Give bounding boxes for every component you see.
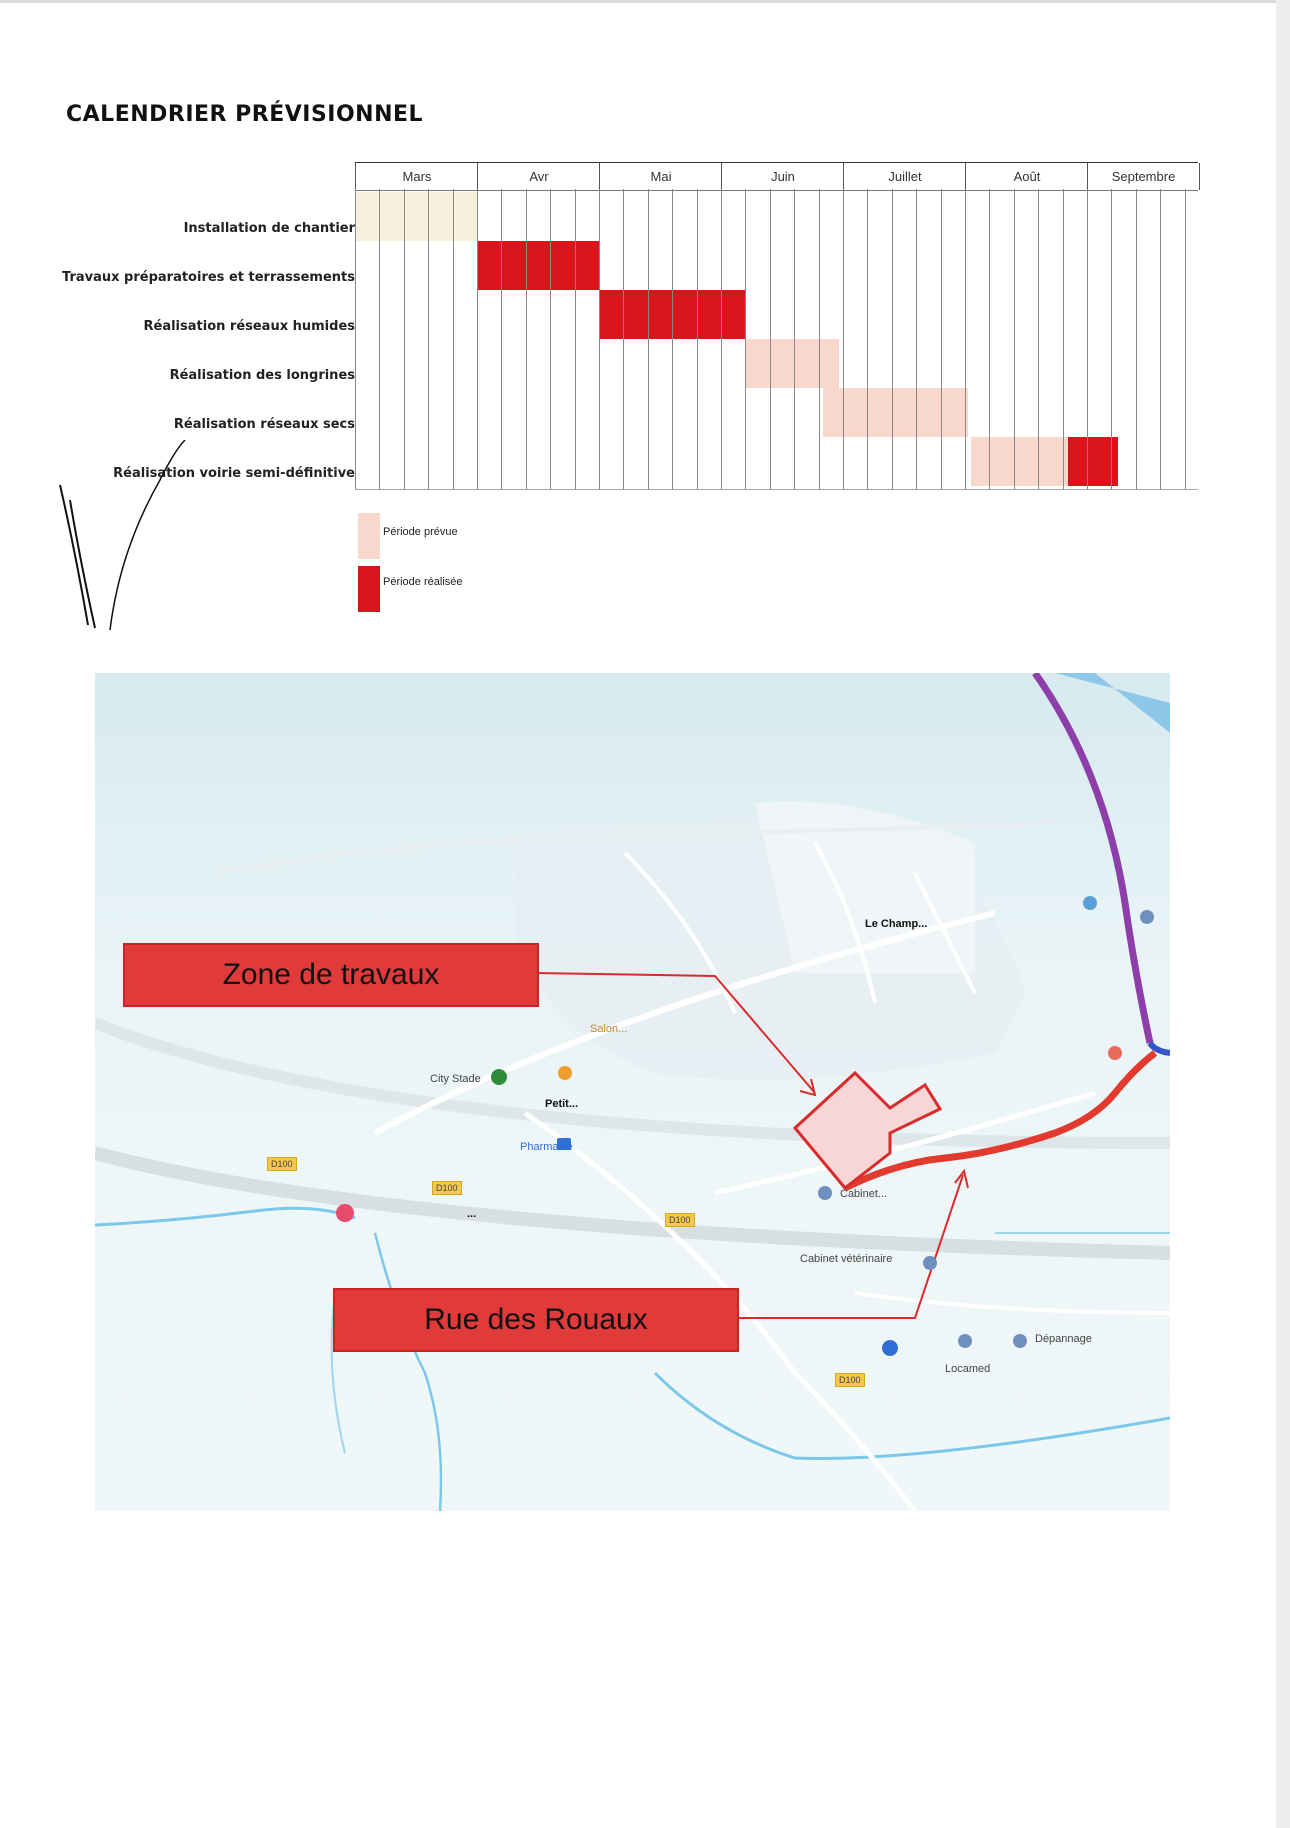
map-drawing xyxy=(95,673,1170,1511)
task-label: Réalisation voirie semi-définitive xyxy=(113,466,355,481)
gantt-grid-line xyxy=(1063,189,1064,490)
gantt-grid-line xyxy=(1136,189,1137,490)
month-header: Mars xyxy=(355,163,478,190)
gantt-grid-line xyxy=(648,189,649,490)
map-label-bourg2: ... xyxy=(467,1208,477,1220)
gantt-grid-line xyxy=(892,189,893,490)
map-label-city-stade: City Stade xyxy=(430,1073,481,1085)
road-shield: D100 xyxy=(835,1373,865,1387)
gantt-header xyxy=(355,162,1198,191)
gantt-grid-line xyxy=(770,189,771,490)
gantt-grid-line xyxy=(355,189,356,490)
gantt-grid-line xyxy=(1087,189,1088,490)
gantt-grid-line xyxy=(916,189,917,490)
gantt-bar-terrassements xyxy=(477,241,599,290)
task-label: Réalisation réseaux secs xyxy=(173,417,355,432)
gantt-bar-voirie-prevue xyxy=(971,437,1068,486)
scan-right-edge xyxy=(1276,0,1290,1828)
legend-swatch-realisee xyxy=(358,566,380,612)
gantt-grid-line xyxy=(1160,189,1161,490)
gantt-grid-line xyxy=(745,189,746,490)
map-label-depannage: Dépannage xyxy=(1035,1333,1092,1345)
map-label-lieu-nord: Le Champ... xyxy=(865,918,928,930)
gantt-grid-line xyxy=(501,189,502,490)
task-label: Installation de chantier xyxy=(183,221,355,236)
gantt-grid-line xyxy=(672,189,673,490)
gantt-grid-line xyxy=(1111,189,1112,490)
gantt-grid-line xyxy=(550,189,551,490)
month-header: Juin xyxy=(721,163,844,190)
gantt-grid-line xyxy=(453,189,454,490)
callout-zone-travaux: Zone de travaux xyxy=(123,943,539,1007)
gantt-grid-line xyxy=(843,189,844,490)
road-shield: D100 xyxy=(665,1213,695,1227)
legend-label: Période prévue xyxy=(383,526,458,538)
month-header: Août xyxy=(965,163,1088,190)
gantt-grid-line xyxy=(1014,189,1015,490)
legend-swatch-prevue xyxy=(358,513,380,559)
task-label: Travaux préparatoires et terrassements xyxy=(62,270,355,285)
gantt-grid-line xyxy=(697,189,698,490)
page-title: CALENDRIER PRÉVISIONNEL xyxy=(66,102,424,127)
gantt-grid-line xyxy=(379,189,380,490)
gantt-bottom-border xyxy=(355,489,1198,490)
map-label-bourg: Petit... xyxy=(545,1098,579,1110)
gantt-bar-longrines xyxy=(746,339,839,388)
month-header: Mai xyxy=(599,163,722,190)
gantt-grid-line xyxy=(526,189,527,490)
gantt-grid-line xyxy=(1185,189,1186,490)
map-label-pharmacie: Pharmacie xyxy=(520,1141,573,1153)
gantt-grid-line xyxy=(819,189,820,490)
gantt-bar-installation xyxy=(355,192,477,241)
gantt-grid-line xyxy=(989,189,990,490)
gantt-chart xyxy=(355,162,1198,490)
map-label-vet: Cabinet vétérinaire xyxy=(800,1253,893,1265)
gantt-grid-line xyxy=(721,189,722,490)
month-header: Avr xyxy=(477,163,600,190)
location-map xyxy=(95,673,1170,1511)
scan-top-edge xyxy=(0,0,1290,3)
road-shield: D100 xyxy=(267,1157,297,1171)
callout-rue-rouaux: Rue des Rouaux xyxy=(333,1288,739,1352)
month-header: Juillet xyxy=(843,163,966,190)
gantt-grid-line xyxy=(965,189,966,490)
gantt-grid-line xyxy=(428,189,429,490)
month-header: Septembre xyxy=(1087,163,1200,190)
gantt-grid-line xyxy=(623,189,624,490)
road-shield: D100 xyxy=(432,1181,462,1195)
gantt-grid-line xyxy=(599,189,600,490)
map-label-locamed: Locamed xyxy=(945,1363,991,1375)
gantt-grid-line xyxy=(575,189,576,490)
map-label-cabinet: Cabinet... xyxy=(840,1188,888,1200)
map-label-commerce: Salon... xyxy=(590,1023,628,1035)
gantt-bar-reseaux-secs xyxy=(823,388,968,437)
task-label: Réalisation des longrines xyxy=(169,368,355,383)
legend-label: Période réalisée xyxy=(383,576,463,588)
gantt-grid-line xyxy=(794,189,795,490)
gantt-grid-line xyxy=(867,189,868,490)
gantt-grid-line xyxy=(941,189,942,490)
task-label: Réalisation réseaux humides xyxy=(143,319,355,334)
gantt-grid-line xyxy=(1038,189,1039,490)
gantt-grid-line xyxy=(404,189,405,490)
gantt-grid-line xyxy=(477,189,478,490)
decorative-curves xyxy=(50,440,210,640)
